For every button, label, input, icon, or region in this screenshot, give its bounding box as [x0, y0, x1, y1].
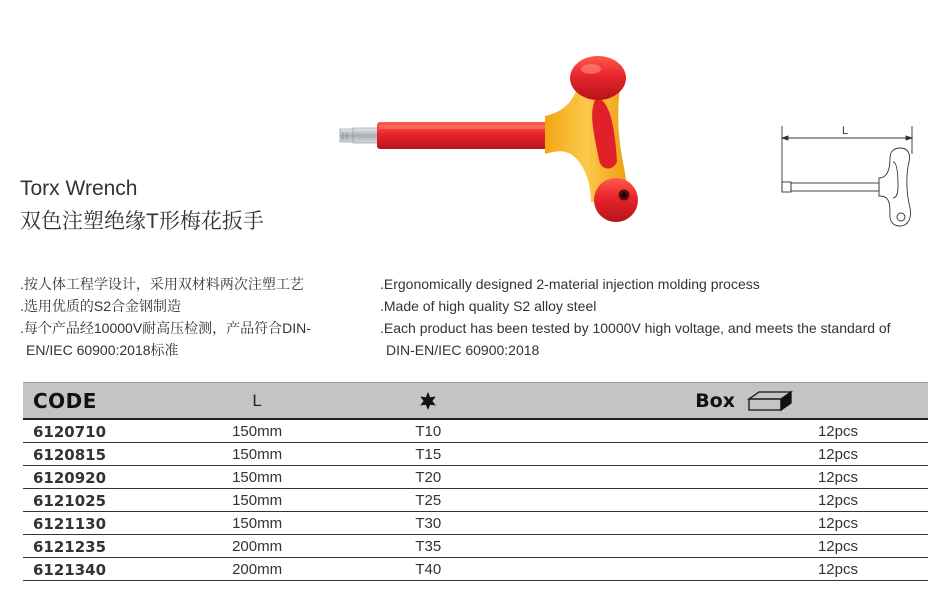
cell-length: 150mm	[161, 443, 353, 466]
header-box: Box	[503, 383, 928, 420]
product-photo	[335, 52, 655, 227]
cell-tip: T25	[353, 489, 503, 512]
feature-en-4: DIN-EN/IEC 60900:2018	[386, 342, 540, 358]
cell-box: 12pcs	[503, 489, 928, 512]
spec-table-header	[23, 383, 928, 420]
feature-cn-1: .按人体工程学设计，采用双材料两次注塑工艺	[20, 276, 304, 292]
cell-box: 12pcs	[503, 466, 928, 489]
cell-length: 200mm	[161, 535, 353, 558]
table-row	[23, 443, 928, 466]
cell-code: 6120815	[23, 443, 161, 466]
torx-star-icon	[418, 391, 438, 411]
spec-table	[23, 382, 928, 581]
cell-box: 12pcs	[503, 558, 928, 581]
cell-tip: T40	[353, 558, 503, 581]
header-length: L	[161, 383, 353, 420]
table-row	[23, 558, 928, 581]
cell-length: 150mm	[161, 466, 353, 489]
features-list-cn	[20, 273, 370, 361]
feature-en-2: .Made of high quality S2 alloy steel	[380, 298, 597, 314]
feature-cn-3: .每个产品经10000V耐高压检测，产品符合DIN-	[20, 320, 311, 336]
feature-en-3: .Each product has been tested by 10000V high voltage, and meets the standard of	[380, 320, 891, 336]
table-row	[23, 489, 928, 512]
cell-code: 6121235	[23, 535, 161, 558]
table-row	[23, 419, 928, 443]
box-icon	[747, 390, 793, 412]
product-title-cn: 双色注塑绝缘T形梅花扳手	[20, 210, 264, 233]
cell-code: 6120920	[23, 466, 161, 489]
table-row	[23, 512, 928, 535]
header-tip	[353, 383, 503, 420]
cell-length: 150mm	[161, 512, 353, 535]
cell-length: 150mm	[161, 419, 353, 443]
table-row	[23, 535, 928, 558]
product-title-en: Torx Wrench	[20, 177, 138, 200]
cell-code: 6121130	[23, 512, 161, 535]
cell-box: 12pcs	[503, 535, 928, 558]
dimension-label: L	[841, 125, 849, 137]
cell-length: 200mm	[161, 558, 353, 581]
cell-tip: T15	[353, 443, 503, 466]
cell-tip: T20	[353, 466, 503, 489]
cell-box: 12pcs	[503, 443, 928, 466]
cell-length: 150mm	[161, 489, 353, 512]
cell-tip: T10	[353, 419, 503, 443]
feature-cn-2: .选用优质的S2合金钢制造	[20, 298, 182, 314]
cell-box: 12pcs	[503, 512, 928, 535]
feature-en-1: .Ergonomically designed 2-material injection molding process	[380, 276, 760, 292]
cell-code: 6121340	[23, 558, 161, 581]
header-code: CODE	[23, 383, 161, 420]
cell-tip: T35	[353, 535, 503, 558]
cell-code: 6120710	[23, 419, 161, 443]
features-list-en	[380, 273, 948, 361]
cell-code: 6121025	[23, 489, 161, 512]
table-row	[23, 466, 928, 489]
dimension-drawing	[772, 122, 920, 234]
cell-box: 12pcs	[503, 419, 928, 443]
feature-cn-4: EN/IEC 60900:2018标准	[26, 342, 179, 358]
cell-tip: T30	[353, 512, 503, 535]
